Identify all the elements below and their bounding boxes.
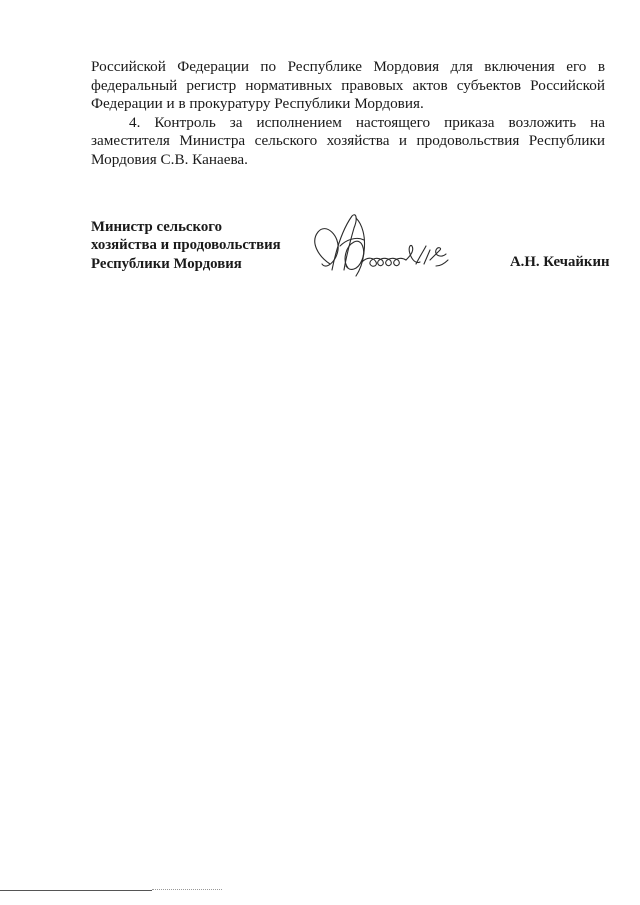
footer-divider-dotted xyxy=(152,889,222,890)
signatory-title-line-2: хозяйства и продовольствия xyxy=(91,237,281,254)
handwritten-signature xyxy=(296,206,461,280)
signatory-name: А.Н. Кечайкин xyxy=(510,254,610,270)
footer-divider xyxy=(0,890,152,891)
signatory-title-line-3: Республики Мордовия xyxy=(91,255,242,272)
paragraph-continuation: Российской Федерации по Республике Мордовия для включения его в федеральный регистр нормативных правовых актов субъектов Российской Федерации и в прокуратуру Республики Мордовия. xyxy=(91,58,605,113)
signatory-title-line-1: Министр сельского xyxy=(91,219,222,235)
paragraph-item-4: 4. Контроль за исполнением настоящего приказа возложить на заместителя Министра сельского хозяйства и продовольствия Республики Мордовия С.В. Канаева. xyxy=(91,113,605,168)
signatory-title xyxy=(91,218,281,273)
document-body xyxy=(91,58,605,170)
signature-block xyxy=(91,214,611,284)
